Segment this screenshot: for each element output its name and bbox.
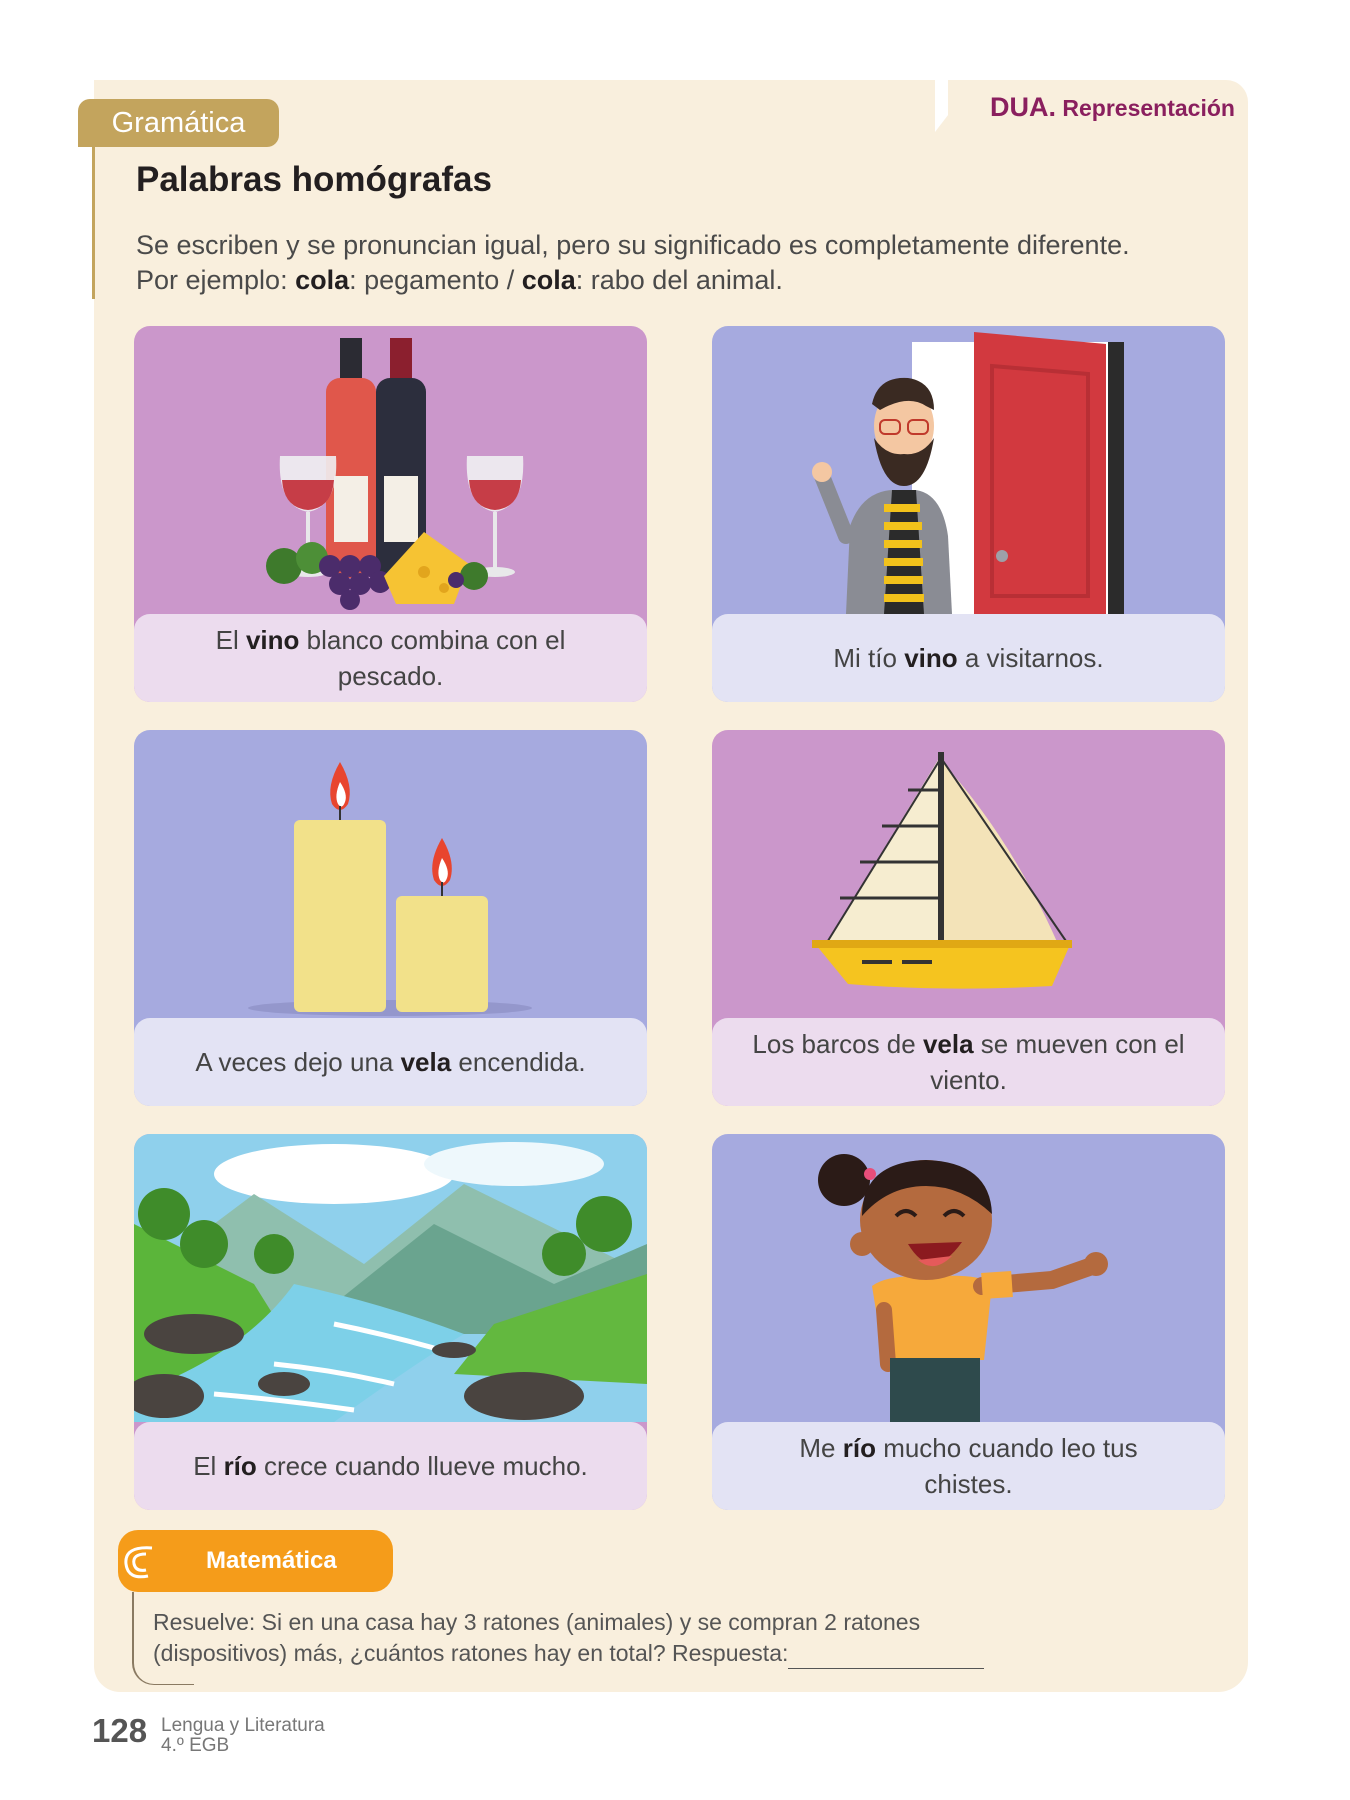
page-title: Palabras homógrafas [136,160,492,199]
card-rio-reir [712,1134,1225,1510]
card-caption: Los barcos de vela se mueven con el viento. [712,1018,1225,1106]
card-caption: El vino blanco combina con el pescado. [134,614,647,702]
wine-bottles-illustration [134,326,647,614]
card-caption: Me río mucho cuando leo tus chistes. [712,1422,1225,1510]
uncle-door-illustration [712,326,1225,614]
river-landscape-illustration [134,1134,647,1422]
curl-icon [118,1540,162,1584]
answer-blank[interactable] [788,1646,984,1669]
footer-subject: Lengua y Literatura 4.º EGB [161,1715,325,1756]
card-vela-candela [134,730,647,1106]
intro-paragraph: Se escriben y se pronuncian igual, pero su significado es completamente diferente. Por ejemplo: cola: pegamento / cola: rabo del animal. [136,230,1130,295]
card-vino-venir [712,326,1225,702]
card-rio-corriente [134,1134,647,1510]
card-caption: A veces dejo una vela encendida. [134,1018,647,1106]
card-vino-bebida [134,326,647,702]
sailboat-illustration [712,730,1225,1018]
math-tab: Matemática [118,1530,393,1592]
section-divider [92,147,95,299]
card-caption: Mi tío vino a visitarnos. [712,614,1225,702]
candles-illustration [134,730,647,1018]
page-number: 128 [92,1712,148,1749]
card-vela-barco [712,730,1225,1106]
card-caption: El río crece cuando llueve mucho. [134,1422,647,1510]
math-question: Resuelve: Si en una casa hay 3 ratones (animales) y se compran 2 ratones (dispositivos) más, ¿cuántos ratones hay en total? Respuesta: [153,1607,1053,1669]
dua-label: DUA. Representación [990,92,1235,122]
laughing-girl-illustration [712,1134,1225,1422]
section-tab-gramatica: Gramática [78,99,279,147]
